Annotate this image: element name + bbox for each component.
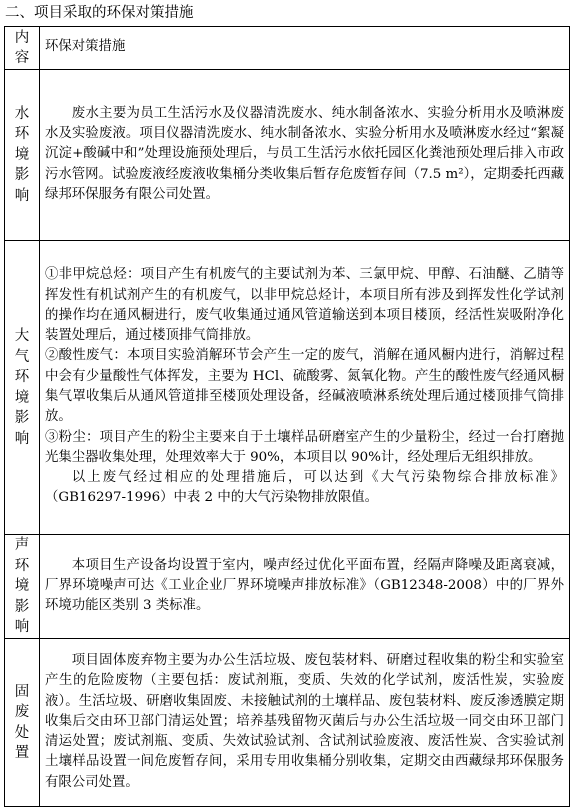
category-air <box>5 241 40 535</box>
paragraph: 废水主要为员工生活污水及仪器清洗废水、纯水制备浓水、实验分析用水及喷淋废水及实验废液。项目仪器清洗废水、纯水制备浓水、实验分析用水及喷淋废水经过“絮凝沉淀+酸碱中和”处理设施预处理后，与员工生活污水依托园区化粪池预处理后排入市政污水管网。试验废液经废液收集桶分类收集后暂存危废暂存间（7.5 m²），定期委托西藏绿邦环保服务有限公司处置。 <box>45 105 564 202</box>
category-char: 境 <box>14 389 30 406</box>
category-char: 响 <box>14 430 30 447</box>
header-category-char: 内 <box>14 29 30 46</box>
category-char: 环 <box>14 557 30 574</box>
table-row-solid-waste <box>5 639 570 807</box>
category-char: 气 <box>14 348 30 365</box>
category-char: 环 <box>14 369 30 385</box>
category-char: 响 <box>14 619 30 636</box>
content-air <box>40 241 570 535</box>
category-water <box>5 70 40 241</box>
content-water <box>40 70 570 241</box>
category-char: 水 <box>14 105 30 122</box>
paragraph: 本项目生产设备均设置于室内，噪声经过优化平面布置，经隔声降噪及距离衰减，厂界环境噪声可达《工业企业厂界环境噪声排放标准》（GB12348-2008）中的厂界外环境功能区类别 3 类标准。 <box>45 557 564 614</box>
content-noise <box>40 535 570 639</box>
paragraph: 项目固体废弃物主要为办公生活垃圾、废包装材料、研磨过程收集的粉尘和实验室产生的危险废物（主要包括：废试剂瓶，变质、失效的化学试剂，废活性炭，实验废液）。生活垃圾、研磨收集固废、未接触试剂的土壤样品、废包装材料、废反渗透膜定期收集后交由环卫部门清运处置；培养基残留物灭菌后与办公生活垃圾一同交由环卫部门清运处置；废试剂瓶、变质、失效试验试剂、含试剂试验废液、废活性炭、含实验试剂土壤样品设置一间危废暂存间，采用专用收集桶分别收集，定期交由西藏绿邦环保服务有限公司处置。 <box>45 652 564 790</box>
category-char: 固 <box>14 683 30 700</box>
header-measures-cell: 环保对策措施 <box>40 27 570 70</box>
content-solid-waste <box>40 639 570 807</box>
table-row-water <box>5 70 570 241</box>
category-noise <box>5 535 40 639</box>
paragraph: ①非甲烷总烃：项目产生有机废气的主要试剂为苯、三氯甲烷、甲醇、石油醚、乙腈等挥发性有机试剂产生的有机废气，以非甲烷总烃计，本项目所有涉及到挥发性化学试剂的操作均在通风橱进行，废气收集通过通风管道输送到本项目楼顶，经活性炭吸附净化装置处理后，通过楼顶排气筒排放。 <box>45 267 564 344</box>
category-char: 声 <box>14 537 30 554</box>
measures-table <box>4 26 570 807</box>
table-row-noise <box>5 535 570 639</box>
table-row-air <box>5 241 570 535</box>
category-char: 响 <box>14 187 30 204</box>
table-header-row <box>5 27 570 70</box>
paragraph: 以上废气经过相应的处理措施后，可以达到《大气污染物综合排放标准》（GB16297-1996）中表 2 中的大气污染物排放限值。 <box>45 470 564 506</box>
category-char: 环 <box>14 126 30 143</box>
category-char: 影 <box>14 410 30 426</box>
paragraph: ②酸性废气：本项目实验消解环节会产生一定的废气，消解在通风橱内进行，消解过程中会有少量酸性气体挥发，主要为 HCl、硫酸雾、氮氧化物。产生的酸性废气经通风橱集气罩收集后从通风管道排至楼顶处理设备，经碱液喷淋系统处理后通过楼顶排气筒排放。 <box>45 348 564 425</box>
section-title: 二、项目采取的环保对策措施 <box>5 5 194 21</box>
category-char: 置 <box>14 745 30 761</box>
header-category-cell <box>5 27 40 70</box>
category-char: 废 <box>14 704 30 720</box>
category-char: 境 <box>14 146 30 163</box>
category-char: 大 <box>14 328 30 344</box>
category-char: 处 <box>14 724 30 741</box>
category-solid-waste <box>5 639 40 807</box>
document-page <box>4 0 570 807</box>
paragraph: ③粉尘：项目产生的粉尘主要来自于土壤样品研磨室产生的少量粉尘，经过一台打磨抛光集尘器收集处理，处理效率大于 90%，本项目以 90%计，经处理后无组织排放。 <box>45 429 564 465</box>
category-char: 境 <box>14 578 30 595</box>
header-category-char: 容 <box>14 50 30 66</box>
category-char: 影 <box>14 167 30 184</box>
category-char: 影 <box>14 598 30 615</box>
